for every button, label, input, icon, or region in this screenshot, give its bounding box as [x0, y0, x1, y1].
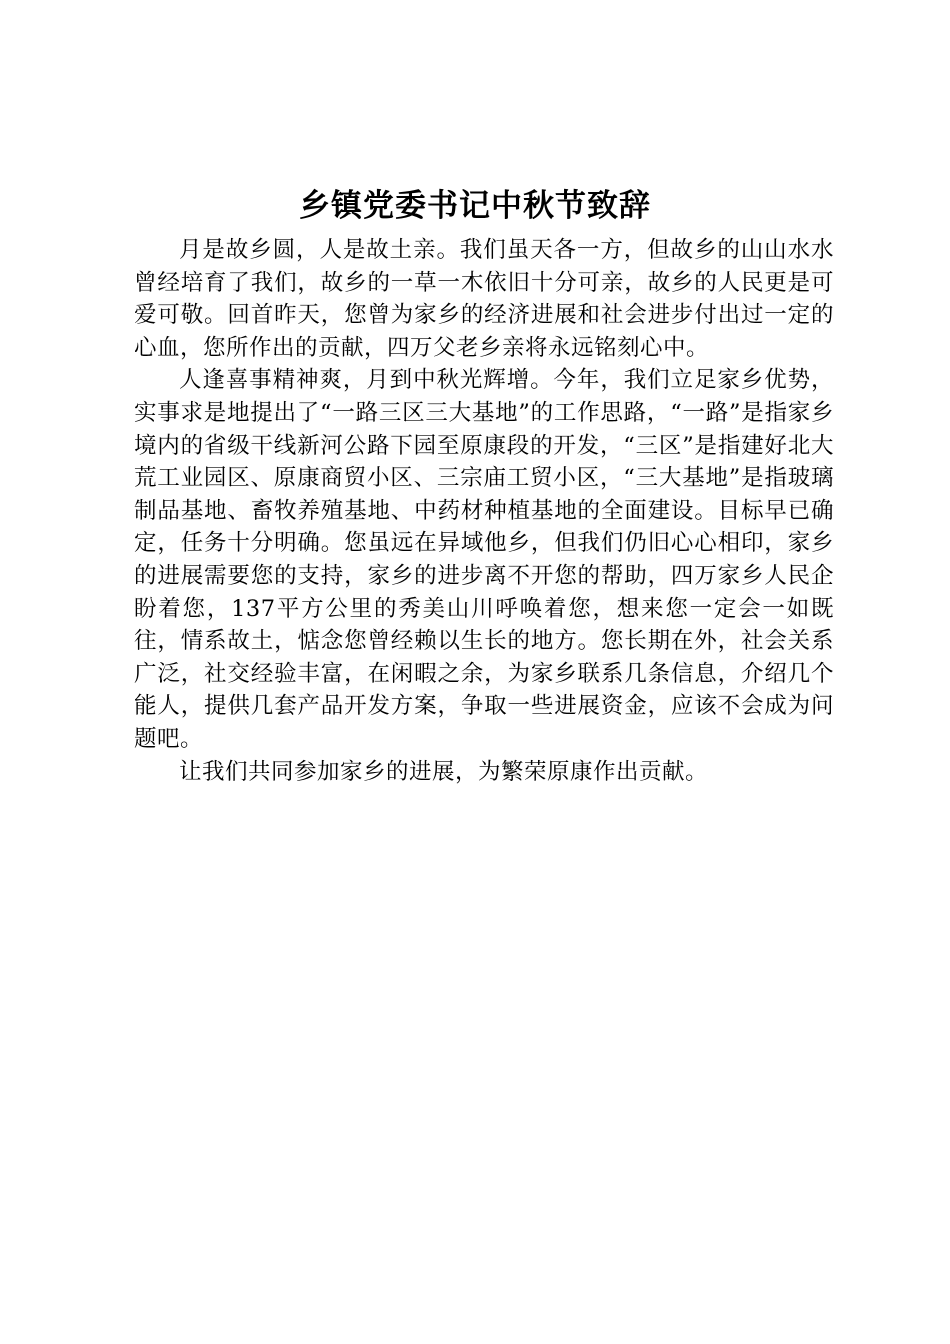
paragraph-1: 月是故乡圆，人是故土亲。我们虽天各一方，但故乡的山山水水曾经培育了我们，故乡的一草一木依旧十分可亲，故乡的人民更是可爱可敬。回首昨天，您曾为家乡的经济进展和社会进步付出过一定的心血，您所作出的贡献，四万父老乡亲将永远铭刻心中。 [134, 237, 834, 361]
paragraph-2: 人逢喜事精神爽，月到中秋光辉增。今年，我们立足家乡优势，实事求是地提出了“一路三区三大基地”的工作思路，“一路”是指家乡境内的省级干线新河公路下园至原康段的开发，“三区”是指建好北大荒工业园区、原康商贸小区、三宗庙工贸小区，“三大基地”是指玻璃制品基地、畜牧养殖基地、中药材种植基地的全面建设。目标早已确定，任务十分明确。您虽远在异域他乡，但我们仍旧心心相印，家乡的进展需要您的支持，家乡的进步离不开您的帮助，四万家乡人民企盼着您，137平方公里的秀美山川呼唤着您，想来您一定会一如既往，情系故土，惦念您曾经赖以生长的地方。您长期在外，社会关系广泛，社交经验丰富，在闲暇之余，为家乡联系几条信息，介绍几个能人，提供几套产品开发方案，争取一些进展资金，应该不会成为问题吧。 [134, 367, 834, 752]
paragraph-3: 让我们共同参加家乡的进展，为繁荣原康作出贡献。 [179, 758, 709, 785]
document-body [134, 234, 834, 788]
document-title: 乡镇党委书记中秋节致辞 [299, 188, 651, 224]
